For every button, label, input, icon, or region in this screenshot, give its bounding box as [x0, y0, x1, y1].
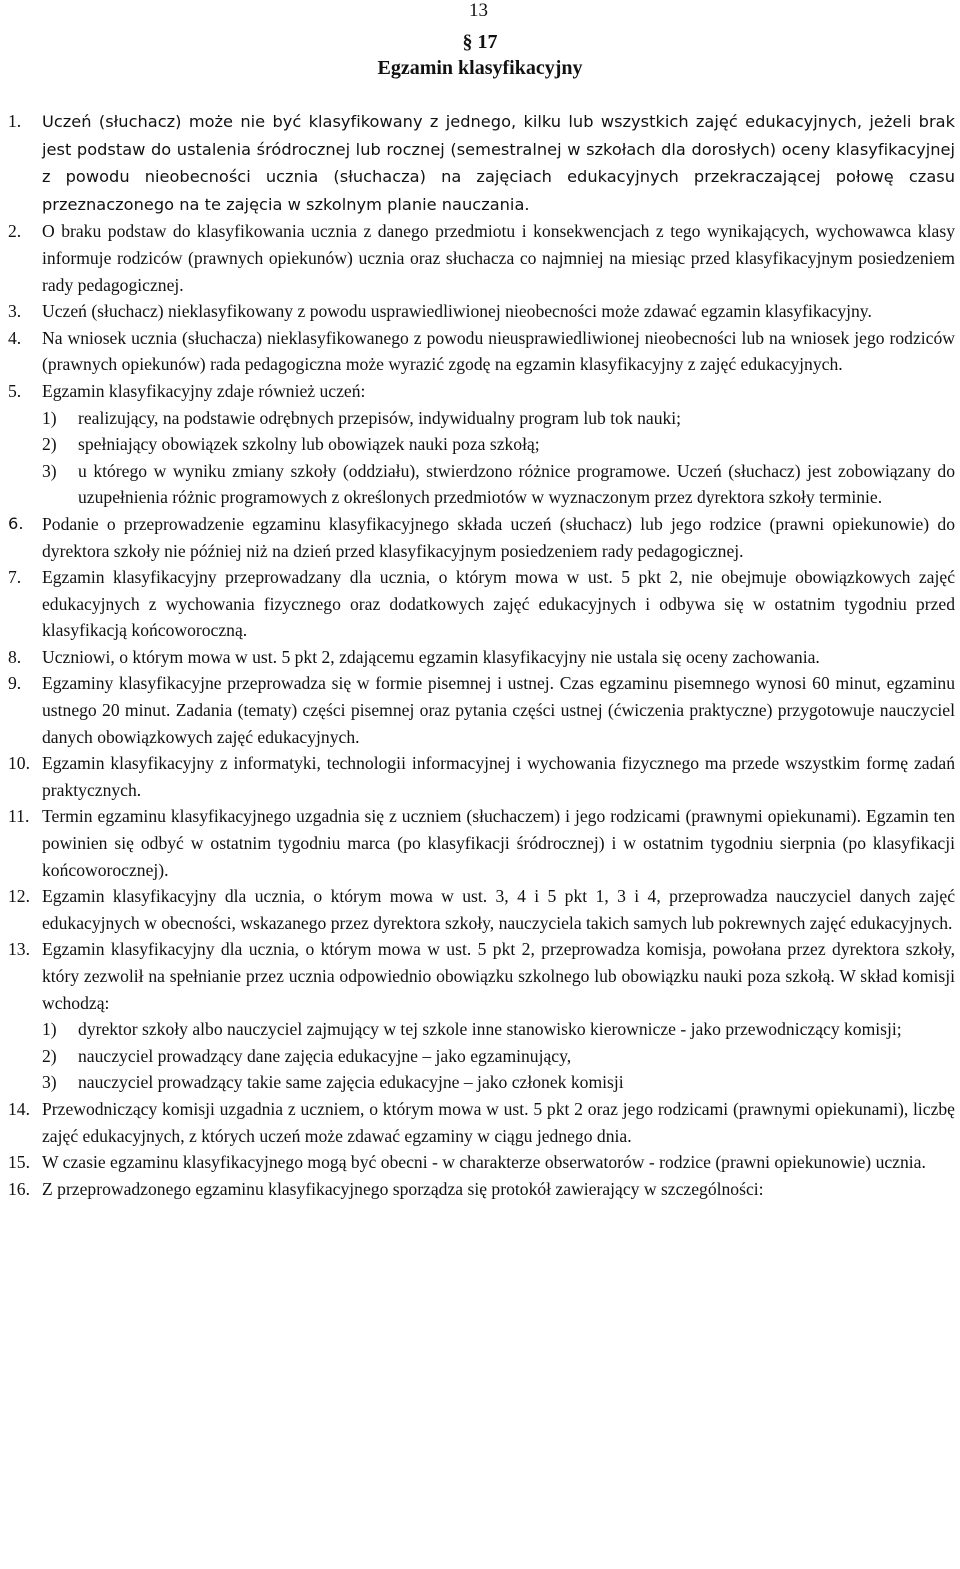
paragraph-item: [8, 644, 955, 671]
paragraph-item: [8, 1149, 955, 1176]
paragraph-item: [8, 883, 955, 936]
item-text: Termin egzaminu klasyfikacyjnego uzgadnia się z uczniem (słuchaczem) i jego rodzicami (prawnymi opiekunami). Egzamin ten powinien się odbyć w ostatnim tygodniu marca (po klasyfikacji śródrocznej) i w ostatnim tygodniu sierpnia (po klasyfikacji końcoworocznej).: [42, 806, 955, 880]
item-number: 15.: [8, 1152, 30, 1173]
item-text: Przewodniczący komisji uzgadnia z uczniem, o którym mowa w ust. 5 pkt 2 oraz jego rodzicami (prawnymi opiekunami), liczbę zajęć edukacyjnych, z których uczeń może zdawać egzaminy w ciągu jednego dnia.: [42, 1098, 955, 1146]
page-number: 13: [469, 0, 488, 21]
sub-item-text: realizujący, na podstawie odrębnych przepisów, indywidualny program lub tok nauki;: [78, 407, 682, 428]
paragraph-item: [8, 670, 955, 750]
item-number: 11.: [8, 806, 30, 827]
item-text: Na wniosek ucznia (słuchacza) nieklasyfikowanego z powodu nieusprawiedliwionej nieobecności lub na wniosek jego rodziców (prawnych opiekunów) rada pedagogiczna może wyrazić zgodę na egzamin klasyfikacyjny z zajęć edukacyjnych.: [42, 327, 955, 375]
item-text: Egzamin klasyfikacyjny z informatyki, technologii informacyjnej i wychowania fizycznego ma przede wszystkim formę zadań praktycznych.: [42, 753, 955, 800]
sub-item: [8, 1069, 955, 1096]
item-text: Uczniowi, o którym mowa w ust. 5 pkt 2, zdającemu egzamin klasyfikacyjny nie ustala się oceny zachowania.: [42, 646, 820, 667]
paragraph-item: [8, 1176, 955, 1203]
paragraph-item: [8, 218, 955, 298]
item-text: Egzamin klasyfikacyjny zdaje również uczeń:: [42, 380, 366, 401]
item-text: Uczeń (słuchacz) może nie być klasyfikowany z jednego, kilku lub wszystkich zajęć edukacyjnych, jeżeli brak jest podstaw do ustalenia śródrocznej lub rocznej (semestralnej w szkołach dla dorosłych) oceny klasyfikacyjnej z powodu nieobecności ucznia (słuchacza) na zajęciach edukacyjnych przekraczającej połowę czasu przeznaczonego na te zajęcia w szkolnym planie nauczania.: [42, 112, 955, 214]
item-text: Egzamin klasyfikacyjny dla ucznia, o którym mowa w ust. 3, 4 i 5 pkt 1, 3 i 4, przeprowadza nauczyciel danych zajęć edukacyjnych w obecności, wskazanego przez dyrektora szkoły, nauczyciela takich samych lub pokrewnych zajęć edukacyjnych.: [42, 886, 955, 933]
item-text: Egzamin klasyfikacyjny dla ucznia, o którym mowa w ust. 5 pkt 2, przeprowadza komisja, powołana przez dyrektora szkoły, który zezwolił na spełnianie przez ucznia odpowiednio obowiązku szkolnego lub obowiązku nauki poza szkołą. W skład komisji wchodzą:: [42, 939, 955, 1013]
item-text: Z przeprowadzonego egzaminu klasyfikacyjnego sporządza się protokół zawierający w szczególności:: [42, 1178, 764, 1199]
item-text: Podanie o przeprowadzenie egzaminu klasyfikacyjnego składa uczeń (słuchacz) lub jego rodzice (prawni opiekunowie) do dyrektora szkoły nie później niż na dzień przed klasyfikacyjnym posiedzeniem rady pedagogicznej.: [42, 513, 955, 561]
sub-item-text: u którego w wyniku zmiany szkoły (oddziału), stwierdzono różnice programowe. Uczeń (słuchacz) jest zobowiązany do uzupełnienia różnic programowych z określonych przedmiotów w wyznaczonym przez dyrektora szkoły terminie.: [78, 460, 955, 508]
item-number: 2.: [8, 221, 22, 242]
item-number: 16.: [8, 1178, 30, 1199]
sub-item: [8, 458, 955, 511]
item-number: 6.: [8, 513, 24, 533]
sub-item-number: 3): [42, 460, 57, 481]
item-number: 10.: [8, 753, 30, 774]
paragraph-item: [8, 108, 955, 218]
paragraph-item: [8, 803, 955, 883]
item-number: 13.: [8, 939, 30, 960]
section-title: Egzamin klasyfikacyjny: [377, 57, 583, 79]
item-number: 4.: [8, 327, 22, 348]
item-number: 1.: [8, 111, 22, 131]
sub-item-text: nauczyciel prowadzący takie same zajęcia edukacyjne – jako członek komisji: [78, 1072, 624, 1093]
sub-item-number: 3): [42, 1072, 57, 1093]
sub-item-number: 1): [42, 407, 57, 428]
sub-item-number: 2): [42, 434, 57, 455]
sub-item: [8, 1043, 955, 1070]
sub-item: [8, 431, 955, 458]
paragraph-item: [8, 511, 955, 564]
item-number: 9.: [8, 673, 22, 694]
paragraph-item: [8, 564, 955, 644]
item-number: 7.: [8, 567, 22, 588]
paragraph-item: [8, 936, 955, 1016]
item-text: Egzamin klasyfikacyjny przeprowadzany dla ucznia, o którym mowa w ust. 5 pkt 2, nie obejmuje obowiązkowych zajęć edukacyjnych z wychowania fizycznego oraz dodatkowych zajęć edukacyjnych i odbywa się w ostatnim tygodniu przed klasyfikacją końcoworoczną.: [42, 567, 955, 641]
item-number: 5.: [8, 380, 22, 401]
sub-item-text: nauczyciel prowadzący dane zajęcia edukacyjne – jako egzaminujący,: [78, 1045, 572, 1066]
sub-item-number: 2): [42, 1045, 57, 1066]
document-body: [8, 108, 955, 1202]
sub-item-text: dyrektor szkoły albo nauczyciel zajmujący w tej szkole inne stanowisko kierownicze - jako przewodniczący komisji;: [78, 1019, 902, 1040]
item-number: 14.: [8, 1098, 30, 1119]
paragraph-item: [8, 1096, 955, 1149]
paragraph-item: [8, 378, 955, 405]
sub-item-number: 1): [42, 1019, 57, 1040]
sub-item: [8, 405, 955, 432]
item-number: 12.: [8, 886, 30, 907]
item-text: W czasie egzaminu klasyfikacyjnego mogą być obecni - w charakterze obserwatorów - rodzice (prawni opiekunowie) ucznia.: [42, 1152, 926, 1173]
section-heading: § 17: [462, 31, 498, 53]
paragraph-item: [8, 325, 955, 378]
sub-item-text: spełniający obowiązek szkolny lub obowiązek nauki poza szkołą;: [78, 434, 540, 455]
item-text: O braku podstaw do klasyfikowania ucznia z danego przedmiotu i konsekwencjach z tego wynikających, wychowawca klasy informuje rodziców (prawnych opiekunów) ucznia oraz słuchacza co najmniej na miesiąc przed klasyfikacyjnym posiedzeniem rady pedagogicznej.: [42, 221, 955, 295]
sub-item: [8, 1016, 955, 1043]
paragraph-item: [8, 298, 955, 325]
item-number: 3.: [8, 301, 22, 322]
item-text: Egzaminy klasyfikacyjne przeprowadza się w formie pisemnej i ustnej. Czas egzaminu pisemnego wynosi 60 minut, egzaminu ustnego 20 minut. Zadania (tematy) części pisemnej oraz pytania części ustnej (ćwiczenia praktyczne) przygotowuje nauczyciel danych obowiązkowych zajęć edukacyjnych.: [42, 673, 955, 747]
item-number: 8.: [8, 646, 22, 667]
item-text: Uczeń (słuchacz) nieklasyfikowany z powodu usprawiedliwionej nieobecności może zdawać egzamin klasyfikacyjny.: [42, 301, 872, 322]
paragraph-item: [8, 750, 955, 803]
